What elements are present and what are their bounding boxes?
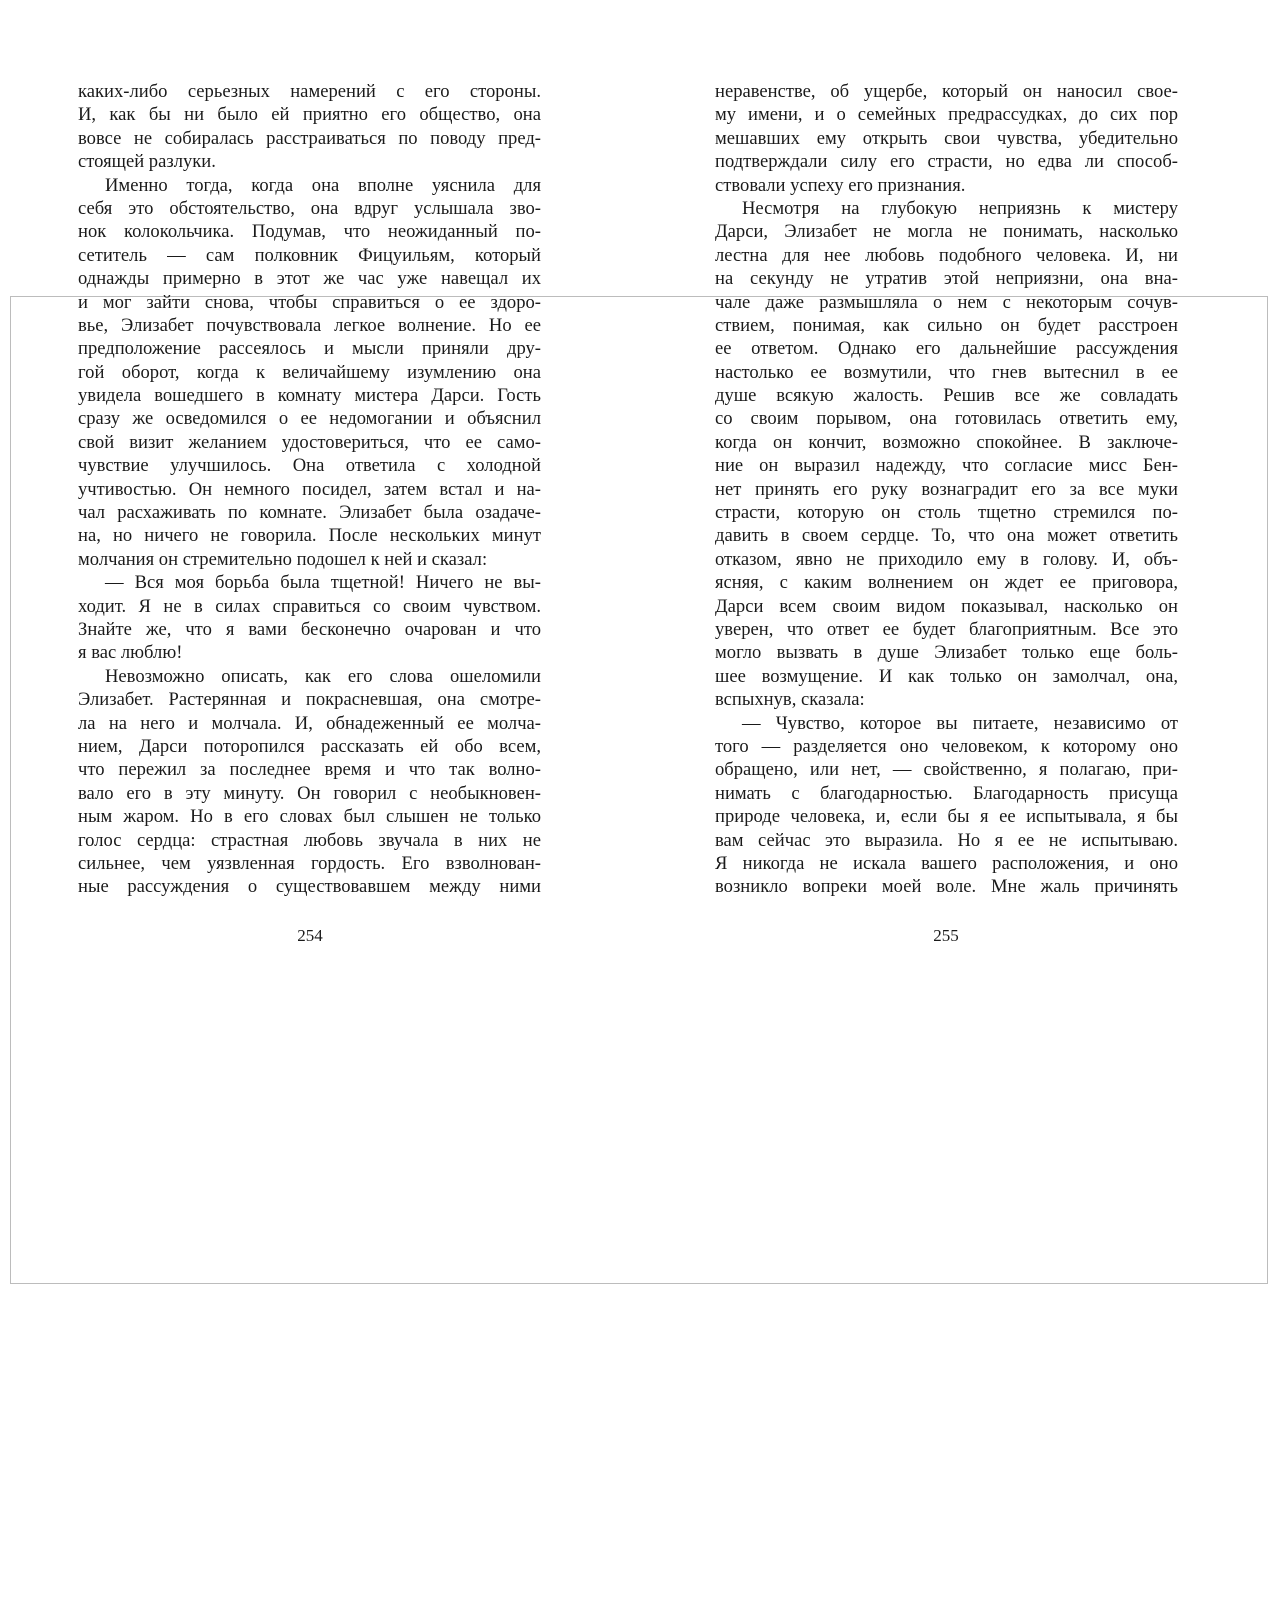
text-line: страсти, которую он столь тщетно стремился по- (715, 502, 1178, 524)
text-line: Я никогда не искала вашего расположения, и оно (715, 852, 1178, 874)
text-line: Именно тогда, когда она вполне уяснила для (105, 174, 541, 196)
text-line: того — разделяется оно человеком, к которому оно (715, 735, 1178, 757)
text-line: нет принять его руку вознаградит его за все муки (715, 478, 1178, 500)
text-line: гой оборот, когда к величайшему изумлению она (78, 361, 541, 383)
text-line: давить в своем сердце. То, что она может ответить (715, 525, 1178, 547)
text-line: мешавших ему открыть свои чувства, убедительно (715, 127, 1178, 149)
text-line: ходит. Я не в силах справиться со своим чувством. (78, 595, 541, 617)
text-line: себя это обстоятельство, она вдруг услышала зво- (78, 197, 541, 219)
text-line: ние он выразил надежду, что согласие мисс Бен- (715, 455, 1178, 477)
text-line: на, но ничего не говорила. После нескольких минут (78, 525, 541, 547)
text-line: Элизабет. Растерянная и покрасневшая, она смотре- (78, 689, 541, 711)
text-line: каких-либо серьезных намерений с его стороны. (78, 81, 541, 102)
text-line: чувствие улучшилось. Она ответила с холодной (78, 455, 541, 477)
text-line: вало его в эту минуту. Он говорил с необыкновен- (78, 782, 541, 804)
text-line: Несмотря на глубокую неприязнь к мистеру (742, 197, 1178, 219)
text-line: вспыхнув, сказала: (715, 689, 865, 711)
text-line: ее ответом. Однако его дальнейшие рассуждения (715, 338, 1178, 360)
text-line: стоящей разлуки. (78, 151, 216, 173)
page-number: 254 (297, 926, 323, 945)
text-line: природе человека, и, если бы я ее испытывала, я бы (715, 806, 1178, 828)
text-line: шее возмущение. И как только он замолчал, она, (715, 665, 1178, 687)
text-line: ствием, понимая, как сильно он будет расстроен (715, 314, 1178, 336)
text-line: неравенстве, об ущербе, который он наносил свое- (715, 81, 1178, 102)
text-line: нок колокольчика. Подумав, что неожиданный по- (78, 221, 541, 243)
text-line: настолько ее возмутили, что гнев вытеснил в ее (715, 361, 1178, 383)
text-line: отказом, явно не приходило ему в голову. И, объ- (715, 548, 1178, 570)
text-line: ные рассуждения о существовавшем между ними (78, 876, 541, 898)
text-line: вовсе не собиралась расстраиваться по поводу пред- (78, 127, 541, 149)
text-line: уверен, что ответ ее будет благоприятным. Все это (715, 618, 1178, 640)
text-line: сетитель — сам полковник Фицуильям, который (78, 244, 541, 266)
text-line: И, как бы ни было ей приятно его общество, она (78, 104, 541, 126)
text-line: ствовали успеху его признания. (715, 174, 966, 196)
text-line: ла на него и молчала. И, обнадеженный ее молча- (78, 712, 541, 734)
text-line: — Вся моя борьба была тщетной! Ничего не вы- (105, 572, 541, 594)
text-line: однажды примерно в этот же час уже навещал их (78, 268, 541, 290)
text-line: нием, Дарси поторопился рассказать ей обо всем, (78, 735, 541, 757)
text-line: со своим порывом, она готовилась ответить ему, (715, 408, 1178, 430)
text-line: учтивостью. Он немного посидел, затем встал и на- (78, 478, 541, 500)
text-line: — Чувство, которое вы питаете, независимо от (742, 712, 1178, 734)
text-line: и мог зайти снова, чтобы справиться о ее здоро- (78, 291, 541, 313)
text-line: что пережил за последнее время и что так волно- (78, 759, 541, 781)
text-line: молчания он стремительно подошел к ней и сказал: (78, 548, 488, 570)
text-line: я вас люблю! (78, 642, 183, 664)
text-line: сразу же осведомился о ее недомогании и объяснил (78, 408, 541, 430)
text-line: когда он кончит, возможно спокойнее. В заключе- (715, 431, 1178, 453)
text-line: чал расхаживать по комнате. Элизабет была озадаче- (78, 502, 541, 524)
text-line: ным жаром. Но в его словах был слышен не только (78, 806, 541, 828)
text-line: Невозможно описать, как его слова ошеломили (105, 665, 541, 687)
left-page (78, 80, 541, 899)
text-line: свой визит желанием удостовериться, что ее само- (78, 431, 541, 453)
text-line: Дарси, Элизабет не могла не понимать, насколько (715, 221, 1178, 243)
right-page (715, 80, 1178, 899)
text-line: предположение рассеялось и мысли приняли дру- (78, 338, 541, 360)
text-line: ясняя, с каким волнением он ждет ее приговора, (715, 572, 1178, 594)
text-line: вье, Элизабет почувствовала легкое волнение. Но ее (78, 314, 541, 336)
text-line: лестна для нее любовь подобного человека. И, ни (715, 244, 1178, 266)
text-line: на секунду не утратив этой неприязни, она вна- (715, 268, 1178, 290)
page-number: 255 (933, 926, 959, 945)
text-line: Дарси всем своим видом показывал, насколько он (715, 595, 1178, 617)
text-line: могло вызвать в душе Элизабет только еще боль- (715, 642, 1178, 664)
text-line: чале даже размышляла о нем с некоторым сочув- (715, 291, 1178, 313)
text-line: нимать с благодарностью. Благодарность присуща (715, 782, 1178, 804)
text-line: сильнее, чем уязвленная гордость. Его взволнован- (78, 852, 541, 874)
text-line: обращено, или нет, — свойственно, я полагаю, при- (715, 759, 1178, 781)
text-line: увидела вошедшего в комнату мистера Дарси. Гость (78, 385, 541, 407)
text-line: подтверждали силу его страсти, но едва ли способ- (715, 151, 1178, 173)
text-line: Знайте же, что я вами бесконечно очарован и что (78, 618, 541, 640)
text-line: вам сейчас это выразила. Но я ее не испытываю. (715, 829, 1178, 851)
text-line: душе всякую жалость. Решив все же совладать (715, 385, 1178, 407)
text-line: возникло вопреки моей воле. Мне жаль причинять (715, 876, 1178, 898)
text-line: му имени, и о семейных предрассудках, до сих пор (715, 104, 1178, 126)
text-line: голос сердца: страстная любовь звучала в них не (78, 829, 541, 851)
